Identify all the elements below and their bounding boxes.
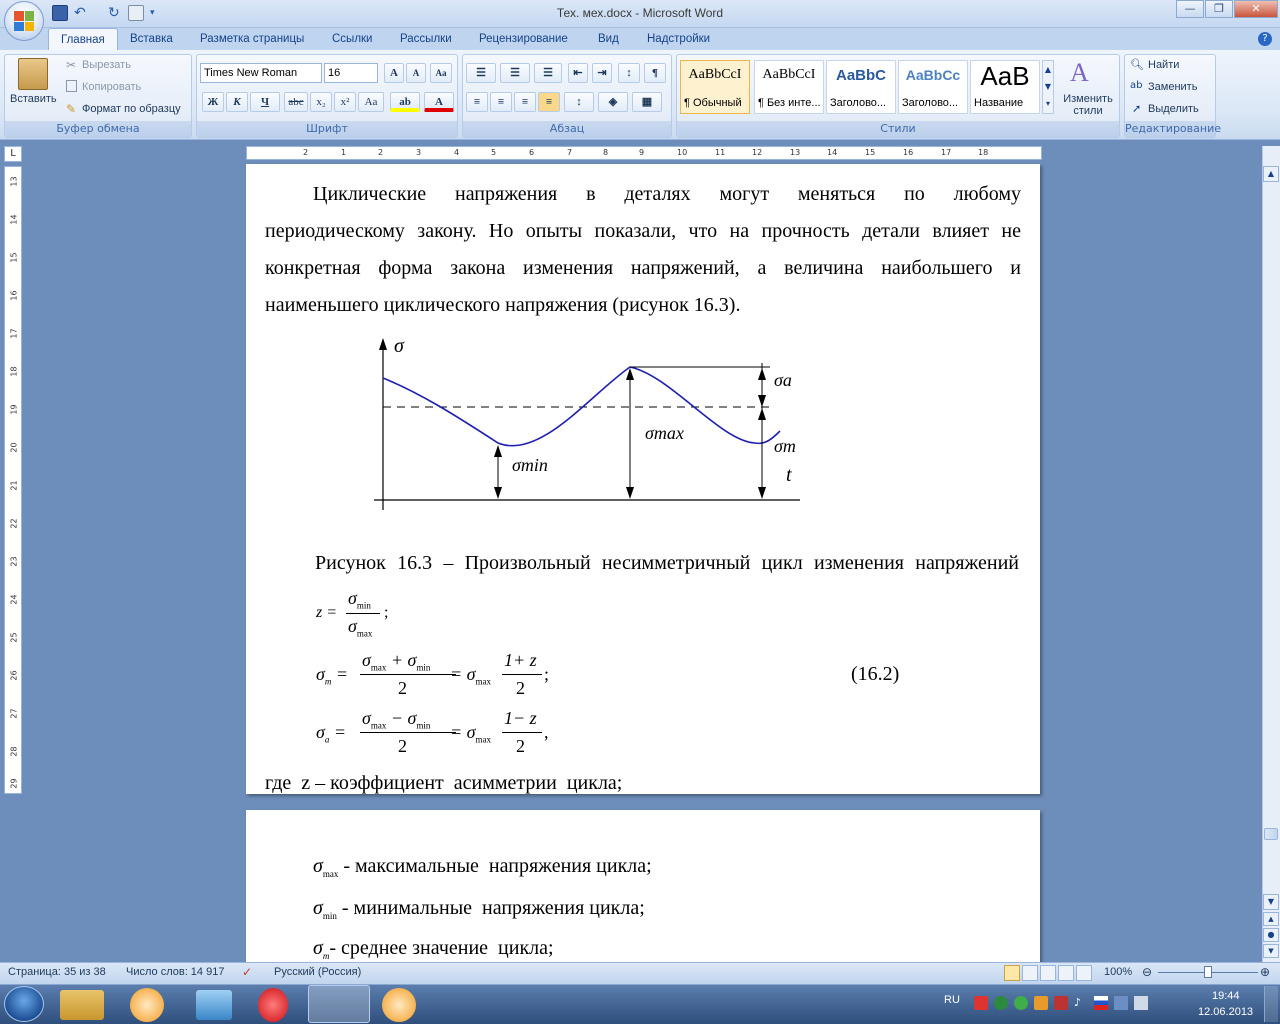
ruler-number: 14 (9, 214, 19, 225)
ruler-number: 7 (567, 148, 573, 157)
select-button[interactable]: Выделить (1148, 103, 1199, 115)
style-heading1[interactable] (826, 60, 896, 114)
network-icon[interactable] (1114, 996, 1128, 1010)
outline-icon[interactable] (1058, 965, 1074, 981)
zoom-level[interactable]: 100% (1104, 966, 1133, 978)
definition-subscript: min (322, 911, 337, 921)
proofing-icon[interactable]: ✓ (242, 965, 253, 979)
superscript-button[interactable]: x² (334, 92, 356, 112)
print-layout-icon[interactable] (1004, 965, 1020, 981)
style-sample: AaBbCcI (762, 67, 816, 82)
figure-caption: Рисунок 16.3 – Произвольный несимметричный цикл изменения напряжений (315, 552, 1019, 574)
definition-subscript: m (322, 951, 330, 961)
copy-icon[interactable] (66, 80, 77, 92)
tab-review[interactable]: Рецензирование (479, 33, 568, 45)
ruler-number: 10 (677, 148, 688, 157)
ruler-number: 12 (752, 148, 763, 157)
tray-app-icon[interactable] (1034, 996, 1048, 1010)
style-name: ¶ Обычный (684, 97, 742, 109)
tab-page-layout[interactable]: Разметка страницы (200, 33, 305, 45)
styles-scroll-icon[interactable]: ▲ ▼ ▾ (1042, 60, 1054, 114)
ruler-tab-selector[interactable]: L (4, 146, 22, 162)
zoom-out-icon[interactable]: ⊖ (1142, 965, 1153, 979)
draft-icon[interactable] (1076, 965, 1092, 981)
minimize-button[interactable]: — (1176, 0, 1204, 18)
where-line: где z – коэффициент асимметрии цикла; (265, 772, 623, 794)
find-button[interactable]: Найти (1148, 59, 1180, 71)
format-painter-button[interactable]: Формат по образцу (82, 103, 181, 115)
ruler-number: 14 (827, 148, 838, 157)
body-line: наименьшего циклического напряжения (рисунок 16.3). (265, 294, 741, 316)
ruler-number: 2 (378, 148, 384, 157)
sigma-m-label: σm (774, 436, 796, 456)
definition-line (303, 832, 652, 879)
sigma-axis-label: σ (394, 335, 404, 357)
tab-insert[interactable]: Вставка (130, 33, 173, 45)
paste-button[interactable]: Вставить (10, 93, 57, 105)
clock-time[interactable]: 19:44 (1212, 990, 1240, 1002)
ruler-number: 19 (9, 404, 19, 415)
select-browse-object-button[interactable]: ● (1263, 928, 1279, 942)
zoom-slider-thumb[interactable] (1204, 966, 1212, 978)
format-painter-icon[interactable]: ✎ (66, 102, 77, 116)
ruler-number: 16 (9, 290, 19, 301)
copy-button[interactable]: Копировать (82, 81, 142, 93)
styles-group-label: Стили (677, 121, 1119, 137)
decrease-indent-button[interactable]: ⇤ (568, 63, 588, 83)
tab-view[interactable]: Вид (598, 33, 619, 45)
ruler-number: 9 (639, 148, 645, 157)
ruler-number: 5 (491, 148, 497, 157)
ruler-number: 11 (715, 148, 726, 157)
increase-indent-button[interactable]: ⇥ (592, 63, 612, 83)
zoom-in-icon[interactable]: ⊕ (1260, 965, 1271, 979)
bullets-button[interactable]: ☰ (466, 63, 496, 83)
style-no-spacing[interactable] (754, 60, 824, 114)
explorer-icon[interactable] (60, 990, 104, 1020)
replace-button[interactable]: Заменить (1148, 81, 1198, 93)
ruler-number: 26 (9, 670, 19, 681)
maximize-button[interactable]: ❐ (1205, 0, 1233, 18)
formula-sigma-a: $\sigma_a$ = $\sigma_{max} - \sigma_{min}$ 2 = $\sigma_{max}$ 1− z 2 , (316, 708, 549, 756)
ruler-number: 25 (9, 632, 19, 643)
cut-icon[interactable]: ✂ (66, 58, 77, 72)
editing-group-label: Редактирование (1125, 122, 1221, 135)
tab-home[interactable]: Главная (48, 28, 118, 50)
style-heading2[interactable] (898, 60, 968, 114)
find-icon[interactable]: 🔍︎ (1130, 58, 1144, 71)
body-line: конкретная форма закона изменения напряжений, а величина наибольшего и (265, 257, 1021, 279)
battery-icon[interactable] (1134, 996, 1148, 1010)
shrink-font-button[interactable]: A (406, 63, 426, 83)
sigma-a-label: σa (774, 370, 792, 390)
style-sample: AaB (980, 61, 1030, 91)
y-axis-arrow (379, 338, 387, 350)
ruler-number: 16 (903, 148, 914, 157)
opera-icon[interactable] (258, 988, 288, 1022)
font-group-label: Шрифт (197, 121, 457, 137)
ruler-number: 3 (416, 148, 422, 157)
definition-symbol: σ (313, 897, 323, 919)
multilevel-list-button[interactable]: ☰ (534, 63, 562, 83)
formula-sigma-m: $\sigma_m$ = $\sigma_{max} + \sigma_{min}$ 2 = $\sigma_{max}$ 1+ z 2 ; (316, 650, 550, 698)
definition-text: - среднее значение цикла; (329, 937, 554, 959)
change-styles-icon[interactable]: A (1070, 58, 1089, 87)
tray-utorrent-icon[interactable] (1014, 996, 1028, 1010)
numbering-button[interactable]: ☰ (500, 63, 530, 83)
select-icon[interactable]: ➚ (1132, 102, 1142, 115)
body-line: периодическому закону. Но опыты показали, что на прочность детали влияет не (265, 220, 1021, 242)
office-button[interactable] (4, 1, 44, 41)
tray-app-icon[interactable] (994, 996, 1008, 1010)
ruler-number: 17 (941, 148, 952, 157)
customize-qat-icon[interactable]: ▾ (150, 8, 155, 18)
keyboard-language[interactable]: RU (944, 994, 960, 1006)
ruler-number: 15 (9, 252, 19, 263)
ruler-number: 15 (865, 148, 876, 157)
word-count[interactable]: Число слов: 14 917 (126, 966, 225, 978)
tab-references[interactable]: Ссылки (332, 33, 373, 45)
vertical-ruler[interactable] (4, 166, 22, 794)
prev-page-button[interactable]: ▲ (1263, 912, 1279, 926)
ruler-number: 4 (454, 148, 460, 157)
tray-icons[interactable] (974, 996, 1170, 1012)
definition-symbol: σ (313, 855, 323, 877)
style-name: Заголово... (830, 97, 887, 109)
word-taskbar-icon[interactable] (308, 985, 370, 1023)
style-name: Название (974, 97, 1024, 109)
mail-agent-icon[interactable] (130, 988, 164, 1022)
ruler-number: 6 (529, 148, 535, 157)
definition-symbol: σ (313, 937, 323, 959)
bold-button[interactable]: Ж (202, 92, 224, 112)
align-right-button[interactable]: ≡ (514, 92, 536, 112)
ruler-number: 8 (603, 148, 609, 157)
style-name: ¶ Без инте... (758, 97, 821, 109)
language-indicator[interactable]: Русский (Россия) (274, 966, 362, 978)
tray-app-icon[interactable] (1054, 996, 1068, 1010)
clock-date[interactable]: 12.06.2013 (1198, 1006, 1254, 1018)
show-desktop-button[interactable] (1264, 986, 1278, 1022)
style-name: Заголово... (902, 97, 959, 109)
ruler-number: 1 (341, 148, 347, 157)
time-axis-label: t (786, 464, 792, 486)
view-buttons[interactable] (1004, 965, 1100, 981)
ruler-number: 2 (303, 148, 309, 157)
align-left-button[interactable]: ≡ (466, 92, 488, 112)
italic-button[interactable]: К (226, 92, 248, 112)
sigma-min-label: σmin (512, 455, 548, 475)
underline-button[interactable]: Ч (250, 92, 280, 112)
ruler-number: 24 (9, 594, 19, 605)
horizontal-ruler[interactable] (246, 146, 1042, 160)
start-button[interactable] (4, 986, 44, 1022)
highlight-button[interactable]: ab (390, 92, 420, 112)
style-normal[interactable] (680, 60, 750, 114)
style-sample: AaBbCc (905, 67, 961, 83)
formula-number: (16.2) (851, 663, 900, 685)
ruler-number: 20 (9, 442, 19, 453)
clipboard-group-label: Буфер обмена (5, 121, 191, 137)
tray-antivirus-icon[interactable] (974, 996, 988, 1010)
show-marks-button[interactable]: ¶ (644, 63, 666, 83)
vertical-scrollbar[interactable] (1262, 146, 1280, 964)
formula-z: z = $\sigma_{min}$ $\sigma_{max}$ ; (316, 588, 389, 639)
page-count[interactable]: Страница: 35 из 38 (8, 966, 106, 978)
font-size-combo[interactable]: 16 (324, 63, 378, 83)
ruler-number: 22 (9, 518, 19, 529)
undo-icon[interactable]: ↶ (74, 5, 86, 21)
close-button[interactable]: ✕ (1234, 0, 1278, 18)
sort-button[interactable]: ↕ (618, 63, 640, 83)
office-logo-icon (14, 11, 34, 31)
strike-button[interactable]: abc (284, 92, 308, 112)
definition-text: - максимальные напряжения цикла; (338, 855, 652, 877)
body-line: Циклические напряжения в деталях могут меняться по любому (313, 183, 1021, 205)
tab-mailings[interactable]: Рассылки (400, 33, 452, 45)
flag-icon[interactable] (1094, 996, 1108, 1010)
redo-icon[interactable]: ↻ (108, 5, 120, 21)
definition-subscript: max (322, 869, 339, 879)
definition-text: - минимальные напряжения цикла; (336, 897, 645, 919)
ruler-number: 28 (9, 746, 19, 757)
replace-icon[interactable]: ab (1130, 80, 1143, 91)
paste-icon[interactable] (18, 58, 48, 90)
ruler-number: 23 (9, 556, 19, 567)
ruler-number: 13 (790, 148, 801, 157)
ruler-number: 18 (9, 366, 19, 377)
stress-curve (383, 367, 780, 446)
style-sample: AaBbC (835, 67, 886, 84)
font-color-button[interactable]: A (424, 92, 454, 112)
next-page-button[interactable]: ▼ (1263, 944, 1279, 958)
font-name-combo[interactable]: Times New Roman (200, 63, 322, 83)
scroll-down-button[interactable]: ▼ (1263, 894, 1279, 910)
style-title[interactable] (970, 60, 1040, 114)
ruler-number: 18 (978, 148, 989, 157)
definition-line (303, 914, 554, 961)
change-case-button[interactable]: Aa (358, 92, 384, 112)
cut-button[interactable]: Вырезать (82, 59, 131, 71)
ruler-number: 27 (9, 708, 19, 719)
ruler-number: 21 (9, 480, 19, 491)
sigma-max-label: σmax (645, 423, 684, 443)
justify-button[interactable]: ≡ (538, 92, 560, 112)
grow-font-button[interactable]: A (384, 63, 404, 83)
tab-addins[interactable]: Надстройки (647, 33, 711, 45)
download-icon[interactable] (196, 990, 232, 1020)
change-styles-button[interactable]: Изменить стили (1063, 93, 1113, 117)
scroll-thumb[interactable] (1264, 828, 1278, 840)
volume-icon[interactable]: ♪ (1074, 996, 1082, 1009)
mail-agent-2-icon[interactable] (382, 988, 416, 1022)
ruler-number: 29 (9, 778, 19, 789)
style-sample: AaBbCcI (688, 67, 742, 82)
stress-cycle-figure (360, 335, 810, 515)
subscript-button[interactable]: x₂ (310, 92, 332, 112)
web-layout-icon[interactable] (1040, 965, 1056, 981)
shading-button[interactable]: ◈ (598, 92, 628, 112)
line-spacing-button[interactable]: ↕ (564, 92, 594, 112)
borders-button[interactable]: ▦ (632, 92, 662, 112)
scroll-up-button[interactable]: ▲ (1263, 166, 1279, 182)
ruler-number: 17 (9, 328, 19, 339)
paragraph-group-label: Абзац (463, 121, 671, 137)
clear-format-button[interactable]: Aa (430, 63, 452, 83)
full-screen-reading-icon[interactable] (1022, 965, 1038, 981)
window-title: Тех. мех.docx - Microsoft Word (556, 6, 724, 20)
align-center-button[interactable]: ≡ (490, 92, 512, 112)
ruler-number: 13 (9, 176, 19, 187)
help-icon[interactable]: ? (1258, 32, 1272, 46)
